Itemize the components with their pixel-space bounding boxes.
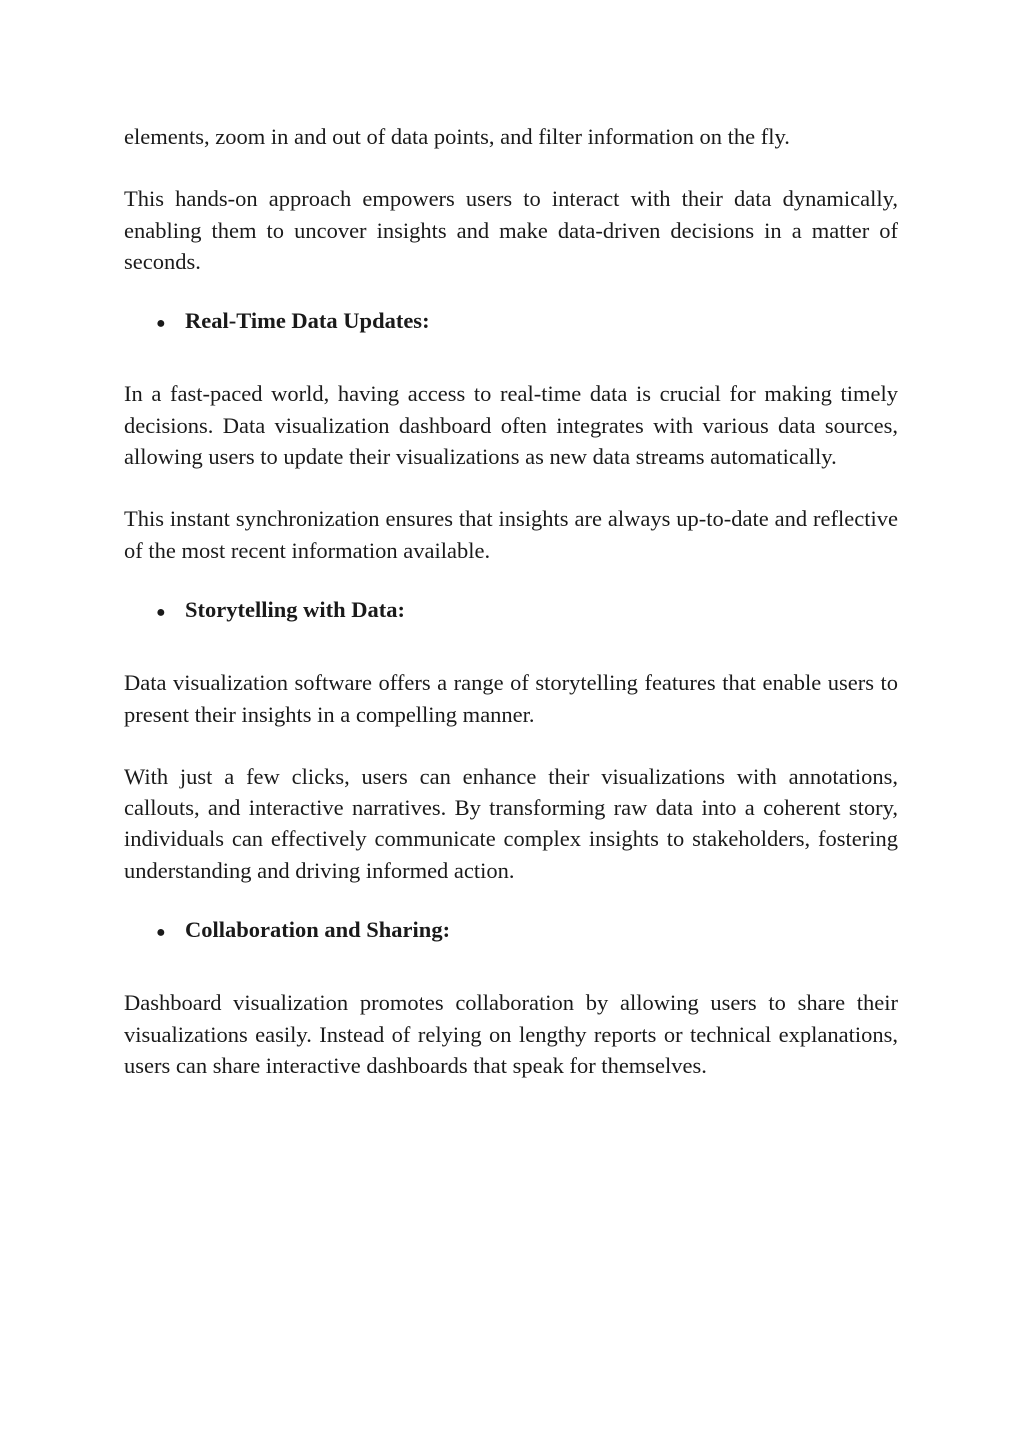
section-heading-label: Real-Time Data Updates: [185, 308, 430, 334]
real-time-paragraph-1: In a fast-paced world, having access to real-time data is crucial for making timely decisions. Data visualization dashboard often integrates with various data sources, allowing users to update their visualizations as new data streams automatically. [124, 381, 898, 470]
storytelling-paragraph-2: With just a few clicks, users can enhance their visualizations with annotations, callouts, and interactive narratives. By transforming raw data into a coherent story, individuals can effectively communicate complex insights to stakeholders, fostering understanding and driving informed action. [124, 763, 898, 883]
section-heading-label: Storytelling with Data: [185, 596, 405, 622]
hands-on-paragraph: This hands-on approach empowers users to interact with their data dynamically, enabling them to uncover insights and make data-driven decisions in a matter of seconds. [124, 186, 898, 274]
real-time-paragraph-2: This instant synchronization ensures that insights are always up-to-date and reflective of the most recent information available. [124, 506, 898, 563]
intro-paragraph: elements, zoom in and out of data points, and filter information on the fly. [124, 124, 790, 149]
storytelling-paragraph-1: Data visualization software offers a range of storytelling features that enable users to present their insights in a compelling manner. [124, 670, 898, 727]
collaboration-paragraph-1: Dashboard visualization promotes collaboration by allowing users to share their visualizations easily. Instead of relying on lengthy reports or technical explanations, users can share interactive dashboards that speak for themselves. [124, 990, 898, 1078]
section-heading-real-time [156, 305, 898, 339]
bullet-icon: ● [156, 315, 166, 333]
section-heading-storytelling [156, 594, 898, 628]
section-heading-label: Collaboration and Sharing: [185, 917, 451, 943]
bullet-icon: ● [156, 924, 166, 942]
bullet-icon: ● [156, 603, 166, 621]
document-page [124, 121, 898, 1081]
section-heading-collaboration [156, 914, 898, 948]
